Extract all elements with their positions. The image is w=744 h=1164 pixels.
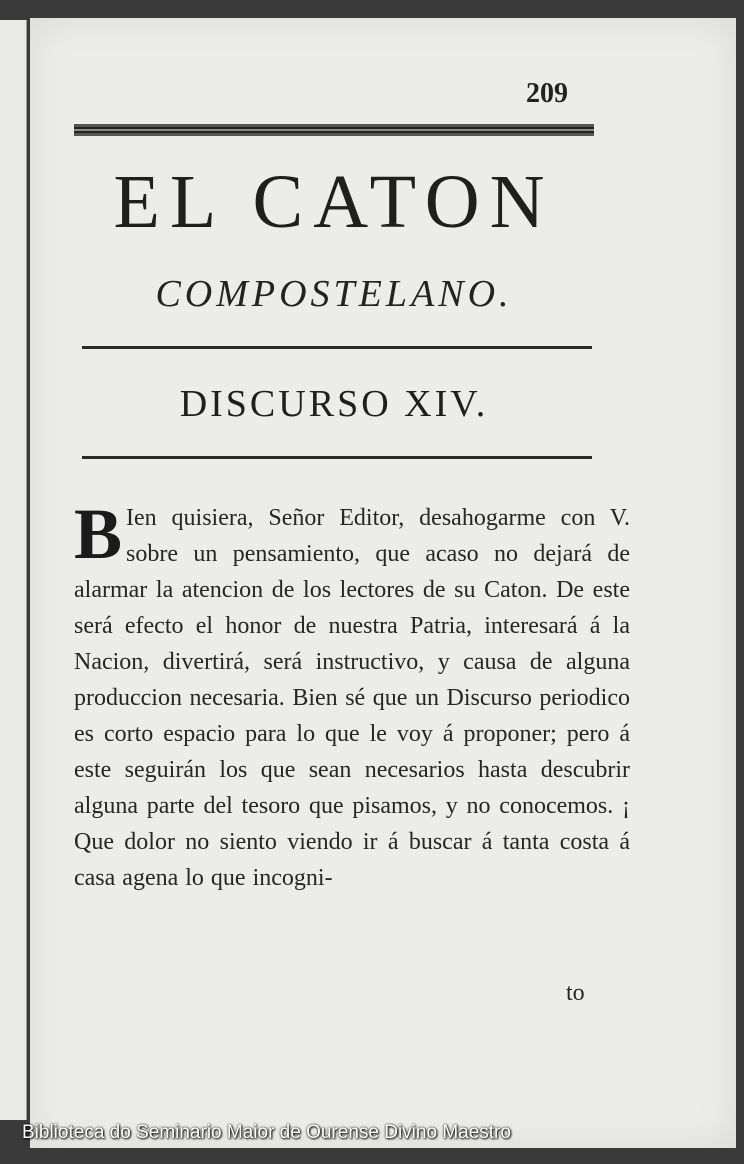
adjacent-page-edge (0, 20, 27, 1120)
upper-divider-rule (82, 346, 592, 349)
header-ornamental-rule (74, 124, 594, 136)
drop-cap: B (74, 494, 123, 574)
discourse-heading: DISCURSO XIV. (179, 383, 489, 425)
body-paragraph (74, 494, 630, 896)
library-watermark: Biblioteca do Seminario Maior de Ourense Divino Maestro (22, 1122, 511, 1143)
catchword: to (566, 980, 585, 1006)
lower-divider-rule (82, 456, 592, 459)
book-page (30, 18, 736, 1148)
page-subtitle: COMPOSTELANO. (155, 273, 513, 315)
body-text: Ien quisiera, Señor Editor, desahogarme con V. sobre un pensamiento, que acaso no dejará de alarmar la atencion de los lectores de su Caton. De este será efecto el honor de nuestra Patria, interesará á la Nacion, divertirá, será instructivo, y causa de alguna produccion necesaria. Bien sé que un Discurso periodico es corto espacio para lo que le voy á proponer; pero á este seguirán los que sean necesarios hasta descubrir alguna parte del tesoro que pisamos, y no conocemos. ¡ Que dolor no siento viendo ir á buscar á tanta costa á casa agena lo que incogni- (74, 505, 630, 891)
page-title: EL CATON (113, 160, 555, 244)
page-number: 209 (526, 78, 568, 109)
